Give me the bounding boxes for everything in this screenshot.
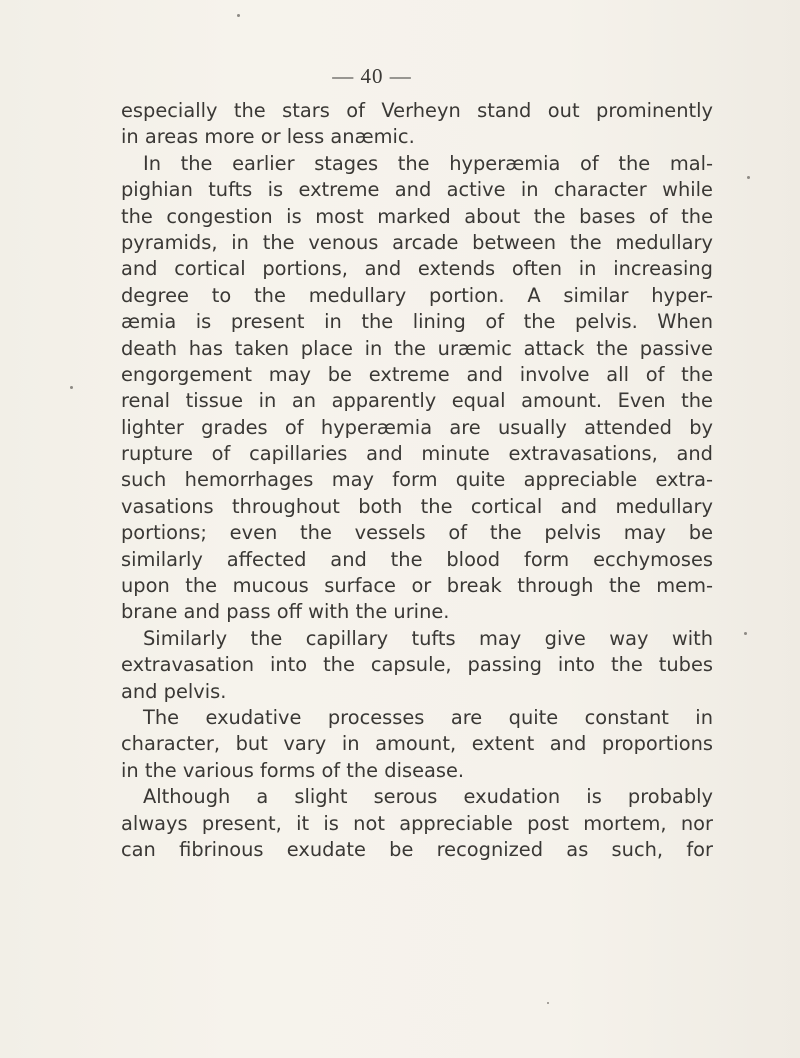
text-line: degree to the medullary portion. A similar hyper- bbox=[121, 283, 713, 307]
text-line: always present, it is not appreciable post mortem, nor bbox=[121, 811, 713, 835]
paper-speck bbox=[744, 632, 747, 635]
text-line: The exudative processes are quite constant in bbox=[143, 705, 713, 729]
text-line: portions; even the vessels of the pelvis may be bbox=[121, 521, 713, 545]
text-line: and cortical portions, and extends often in increasing bbox=[121, 257, 713, 281]
text-line: such hemorrhages may form quite appreciable extra- bbox=[121, 468, 713, 492]
text-line: rupture of capillaries and minute extravasations, and bbox=[121, 442, 713, 466]
text-line: Although a slight serous exudation is probably bbox=[143, 785, 713, 809]
text-line: brane and pass off with the urine. bbox=[121, 600, 450, 624]
paper-speck bbox=[547, 1002, 549, 1004]
text-line: similarly affected and the blood form ecchymoses bbox=[121, 547, 713, 571]
text-line: In the earlier stages the hyperæmia of the mal- bbox=[143, 151, 713, 175]
text-line: Similarly the capillary tufts may give way with bbox=[143, 626, 713, 650]
text-line: engorgement may be extreme and involve all of the bbox=[121, 362, 713, 386]
body-text bbox=[121, 98, 713, 863]
text-line: renal tissue in an apparently equal amount. Even the bbox=[121, 389, 713, 413]
text-line: pighian tufts is extreme and active in character while bbox=[121, 178, 713, 202]
paper-speck bbox=[70, 386, 73, 389]
paper-speck bbox=[237, 14, 240, 17]
text-line: death has taken place in the uræmic attack the passive bbox=[121, 336, 713, 360]
text-line: the congestion is most marked about the bases of the bbox=[121, 204, 713, 228]
text-line: can fibrinous exudate be recognized as such, for bbox=[121, 837, 713, 861]
text-line: upon the mucous surface or break through the mem- bbox=[121, 574, 713, 598]
page-number: — 40 — bbox=[332, 64, 412, 88]
text-line: vasations throughout both the cortical and medullary bbox=[121, 494, 713, 518]
text-line: extravasation into the capsule, passing into the tubes bbox=[121, 653, 713, 677]
text-line: especially the stars of Verheyn stand out prominently bbox=[121, 99, 713, 122]
text-line: and pelvis. bbox=[121, 679, 227, 703]
text-line: pyramids, in the venous arcade between the medullary bbox=[121, 230, 713, 254]
text-line: in the various forms of the disease. bbox=[121, 758, 465, 782]
text-line: character, but vary in amount, extent and proportions bbox=[121, 732, 713, 756]
text-line: in areas more or less anæmic. bbox=[121, 125, 415, 149]
paper-speck bbox=[747, 176, 750, 179]
text-line: lighter grades of hyperæmia are usually attended by bbox=[121, 415, 713, 439]
text-line: æmia is present in the lining of the pelvis. When bbox=[121, 310, 713, 334]
